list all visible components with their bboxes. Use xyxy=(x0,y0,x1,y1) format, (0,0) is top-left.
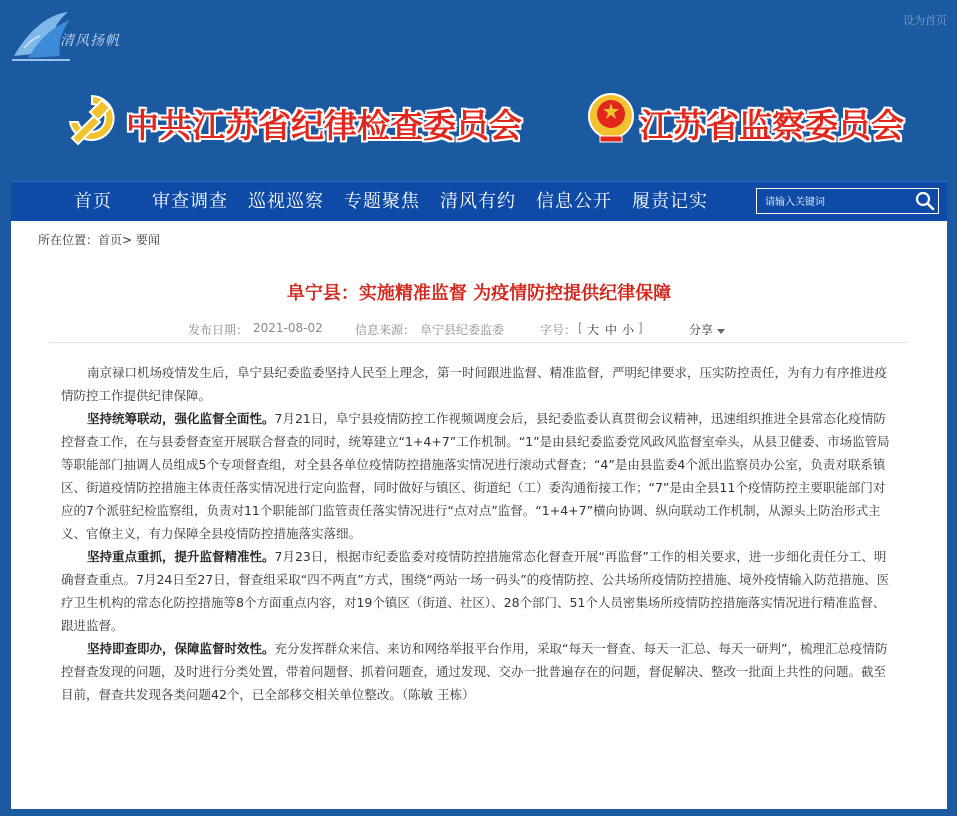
article-source: 阜宁县纪委监委 xyxy=(420,323,505,337)
font-size-large[interactable]: 大 xyxy=(587,323,600,337)
chevron-down-icon xyxy=(716,327,726,335)
paragraph-3-lead: 坚持重点重抓，提升监督精准性。 xyxy=(87,549,275,564)
paragraph-2 xyxy=(61,407,897,545)
nav-item-inspection[interactable]: 巡视巡察 xyxy=(248,191,324,212)
logo-text: 清风扬帆 xyxy=(60,33,120,49)
nav-item-disclosure[interactable]: 信息公开 xyxy=(536,191,612,212)
nav-item-home[interactable]: 首页 xyxy=(74,191,112,212)
paragraph-1: 南京禄口机场疫情发生后，阜宁县纪委监委坚持人民至上理念，第一时间跟进监督、精准监督，严明纪律要求，压实防控责任，为有力有序推进疫情防控工作提供纪律保障。 xyxy=(61,365,888,403)
font-size-bracket-open: [ xyxy=(578,321,583,335)
breadcrumb xyxy=(38,231,160,248)
top-bar xyxy=(0,0,957,70)
search-box xyxy=(756,188,939,214)
share-button[interactable] xyxy=(689,321,726,338)
paragraph-3-text: 7月23日，根据市纪委监委对疫情防控措施常态化督查开展“再监督”工作的相关要求，进一步细化责任分工、明确督查重点。7月24日至27日，督查组采取“四不两直”方式，围绕“两站一场一码头”的疫情防控、公共场所疫情防控措施、境外疫情输入防范措施、医疗卫生机构的常态化防控措施等8个方面重点内容，对19个镇区（街道、社区）、28个部门、51个人员密集场所疫情防控措施落实情况进行精准监督、跟进监督。 xyxy=(61,549,890,633)
source-label: 信息来源： xyxy=(355,323,416,337)
publish-date: 2021-08-02 xyxy=(253,321,323,335)
site-title-left: 中共江苏省纪律检查委员会 xyxy=(126,106,522,145)
nav-item-topics[interactable]: 专题聚焦 xyxy=(344,191,420,212)
font-size-label: 字号： xyxy=(540,323,577,337)
main-nav xyxy=(11,181,947,222)
search-icon[interactable] xyxy=(914,190,936,212)
font-size-bracket-close: ] xyxy=(638,321,643,335)
article-body xyxy=(61,361,897,706)
breadcrumb-home[interactable]: 首页 xyxy=(98,233,123,247)
site-title-right: 江苏省监察委员会 xyxy=(640,106,904,145)
article-title: 阜宁县：实施精准监督 为疫情防控提供纪律保障 xyxy=(286,283,672,304)
date-label: 发布日期： xyxy=(188,323,249,337)
paragraph-4 xyxy=(61,637,897,706)
paragraph-4-text: 充分发挥群众来信、来访和网络举报平台作用，采取“每天一督查、每天一汇总、每天一研判”，梳理汇总疫情防控督查发现的问题，及时进行分类处置，带着问题督、抓着问题查，通过发现、交办一批普遍存在的问题，督促解决、整改一批面上共性的问题。截至目前，督查共发现各类问题42个，已全部移交相关单位整改。（陈敏 王栋） xyxy=(61,641,888,702)
party-emblem-icon xyxy=(62,92,120,148)
paragraph-2-text: 7月21日，阜宁县疫情防控工作视频调度会后，县纪委监委认真贯彻会议精神，迅速组织推进全县常态化疫情防控督查工作，在与县委督查室开展联合督查的同时，统筹建立“1+4+7”工作机制。“1”是由县纪委监委党风政风监督室牵头，从县卫健委、市场监管局等职能部门抽调人员组成5个专项督查组，对全县各单位疫情防控措施落实情况进行滚动式督查；“4”是由县监委4个派出监察员办公室，负责对联系镇区、街道疫情防控措施主体责任落实情况进行定向监督，同时做好与镇区、街道纪（工）委沟通衔接工作；“7”是由全县11个疫情防控主要职能部门对应的7个派驻纪检监察组，负责对11个职能部门监管责任落实情况进行“点对点”监督。“1+4+7”横向协调、纵向联动工作机制，从源头上防治形式主义、官僚主义，有力保障全县疫情防控措施落实落细。 xyxy=(61,411,890,541)
nav-item-duty-record[interactable]: 履责记实 xyxy=(632,191,708,212)
breadcrumb-separator: > xyxy=(122,233,133,247)
set-homepage-link[interactable]: 设为首页 xyxy=(903,14,947,27)
search-input[interactable] xyxy=(763,192,907,212)
breadcrumb-prefix: 所在位置： xyxy=(38,233,99,247)
paragraph-4-lead: 坚持即查即办，保障监督时效性。 xyxy=(87,641,275,656)
article-meta xyxy=(11,321,947,339)
font-size-medium[interactable]: 中 xyxy=(605,323,618,337)
nav-item-investigation[interactable]: 审查调查 xyxy=(152,191,228,212)
share-label: 分享 xyxy=(689,323,714,337)
nav-item-qingfeng[interactable]: 清风有约 xyxy=(440,191,516,212)
content-panel xyxy=(11,221,947,809)
font-size-small[interactable]: 小 xyxy=(622,323,635,337)
divider xyxy=(49,342,907,343)
national-emblem-icon xyxy=(586,90,636,146)
paragraph-3 xyxy=(61,545,897,637)
paragraph-2-lead: 坚持统筹联动，强化监督全面性。 xyxy=(87,411,275,426)
breadcrumb-current[interactable]: 要闻 xyxy=(135,233,160,247)
